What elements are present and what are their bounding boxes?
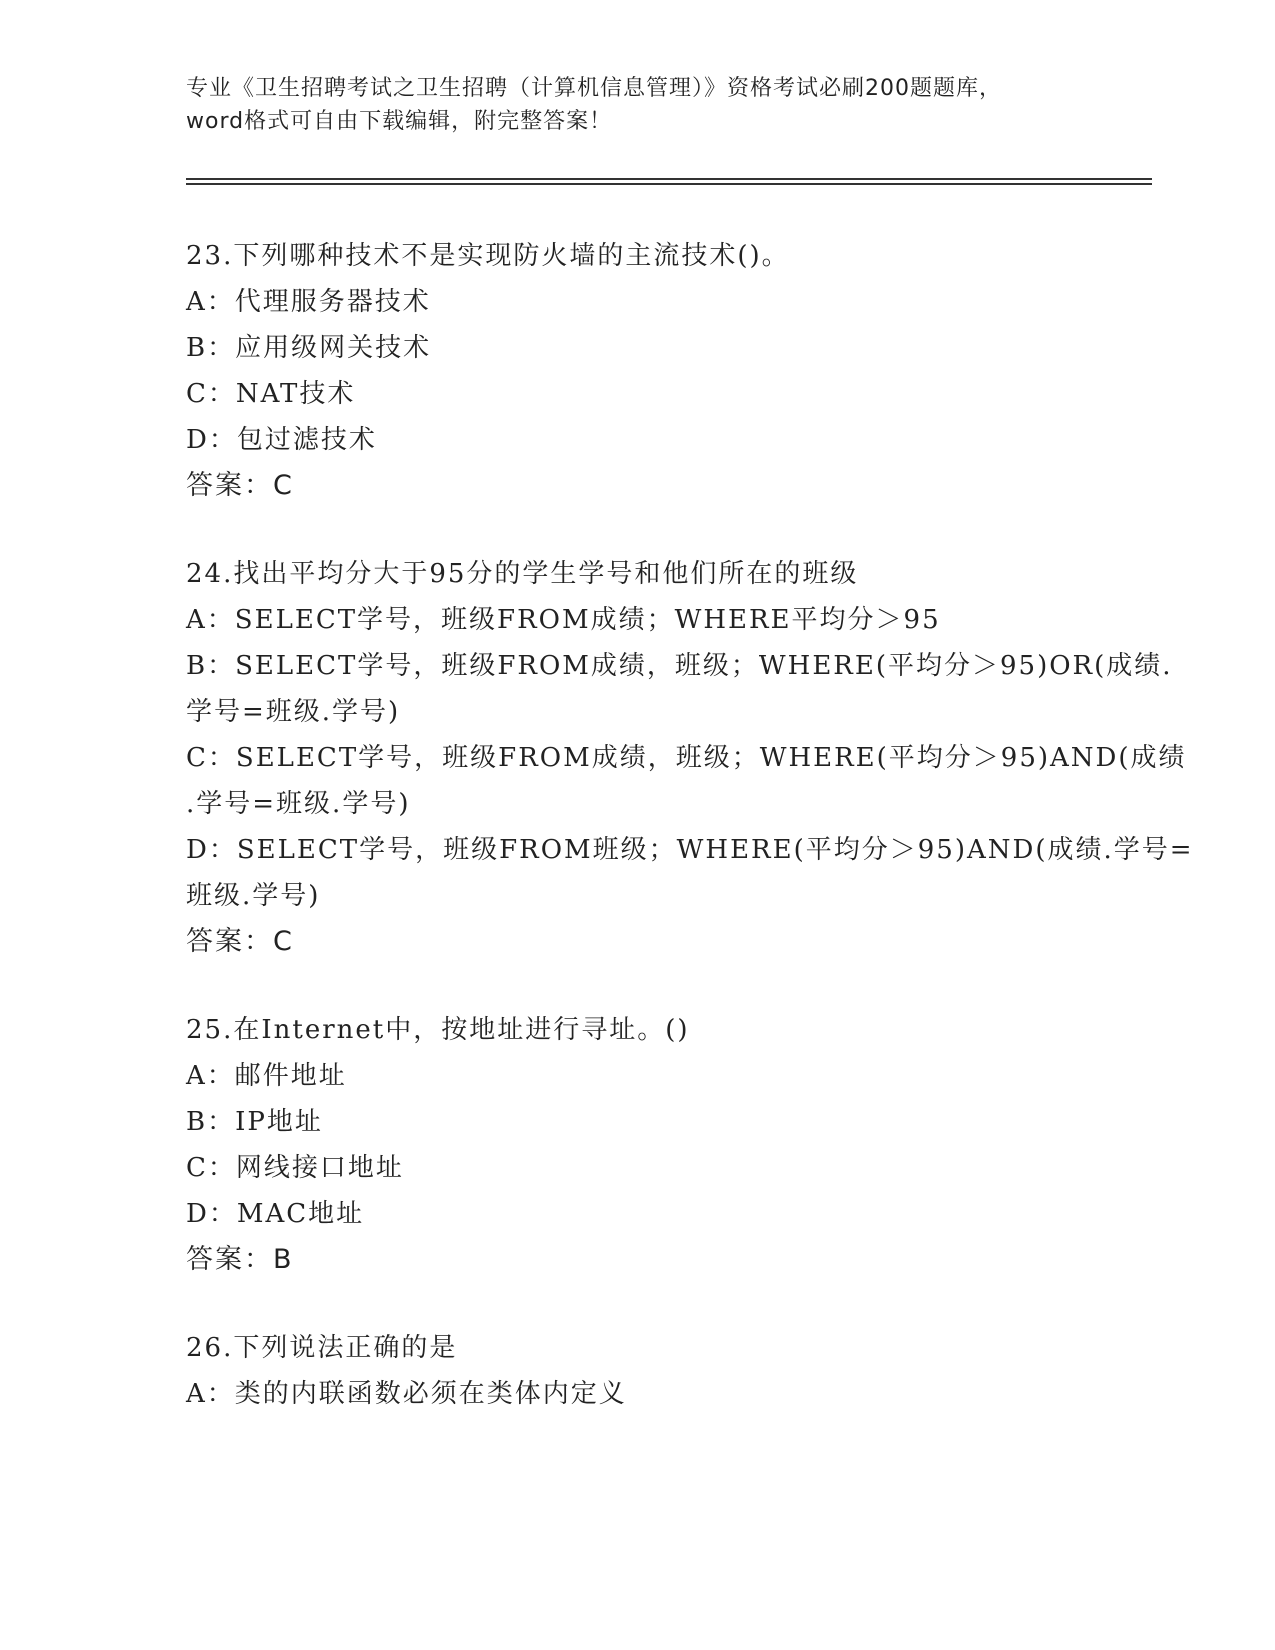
question-stem: 24.找出平均分大于95分的学生学号和他们所在的班级 [186, 559, 859, 589]
option-line: D：包过滤技术 [186, 425, 377, 455]
option-line: 学号=班级.学号) [186, 697, 401, 727]
document-header [186, 72, 1086, 138]
answer-line: 答案：C [186, 926, 294, 957]
option-line: A：邮件地址 [186, 1061, 347, 1091]
option-line: C：网线接口地址 [186, 1153, 404, 1183]
option-line: D：SELECT学号，班级FROM班级；WHERE(平均分＞95)AND(成绩.学号= [186, 835, 1194, 865]
option-line: 班级.学号) [186, 881, 321, 911]
option-line: A：代理服务器技术 [186, 287, 431, 317]
question-block [186, 233, 1086, 509]
option-line: C：NAT技术 [186, 379, 356, 409]
option-line: A：类的内联函数必须在类体内定义 [186, 1379, 627, 1409]
answer-line: 答案：C [186, 470, 294, 501]
answer-line: 答案：B [186, 1244, 294, 1275]
question-block [186, 1325, 1086, 1417]
header-divider-bottom [186, 183, 1152, 185]
option-line: D：MAC地址 [186, 1199, 365, 1229]
question-block [186, 1007, 1086, 1283]
question-stem: 23.下列哪种技术不是实现防火墙的主流技术()。 [186, 241, 790, 271]
option-line: B：IP地址 [186, 1107, 323, 1137]
question-stem: 25.在Internet中，按地址进行寻址。() [186, 1015, 690, 1045]
header-divider-top [186, 178, 1152, 180]
question-list [186, 233, 1194, 1459]
header-line-1: 专业《卫生招聘考试之卫生招聘（计算机信息管理）》资格考试必刷200题题库， [186, 76, 1002, 101]
option-line: B：应用级网关技术 [186, 333, 432, 363]
option-line: .学号=班级.学号) [186, 789, 411, 819]
option-line: B：SELECT学号，班级FROM成绩，班级；WHERE(平均分＞95)OR(成绩. [186, 651, 1173, 681]
question-stem: 26.下列说法正确的是 [186, 1333, 458, 1363]
option-line: C：SELECT学号，班级FROM成绩，班级；WHERE(平均分＞95)AND(成绩 [186, 743, 1187, 773]
option-line: A：SELECT学号，班级FROM成绩；WHERE平均分＞95 [186, 605, 941, 635]
question-block [186, 551, 1194, 965]
header-line-2: word格式可自由下载编辑，附完整答案！ [186, 109, 613, 134]
